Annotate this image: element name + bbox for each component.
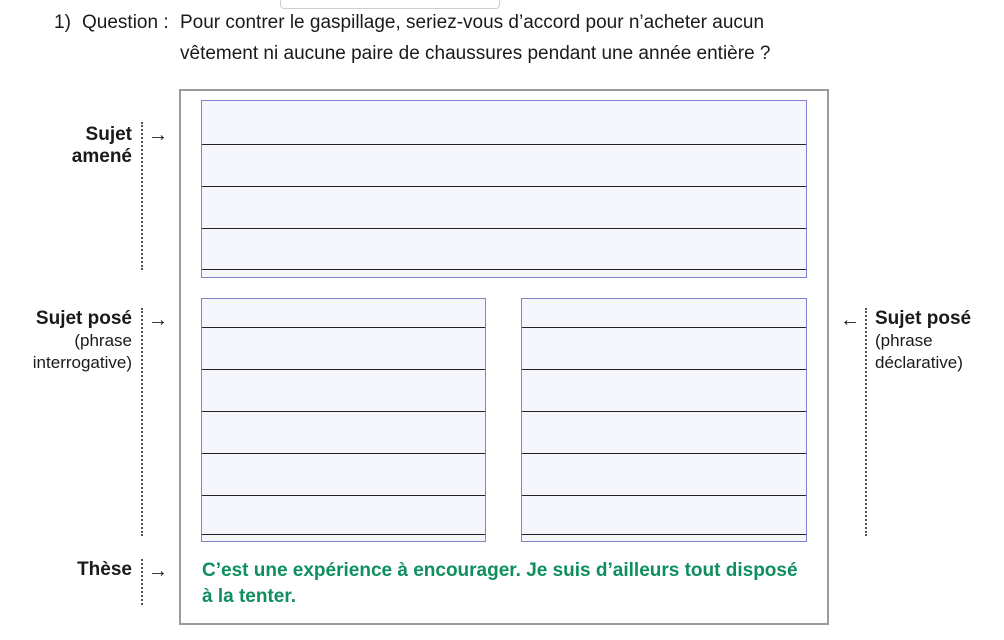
sujet-amene-writing-box[interactable]: [201, 100, 807, 278]
dotted-divider-these: [141, 559, 143, 605]
sujet-pose-right-title: Sujet posé: [875, 308, 972, 329]
question-number: 1): [54, 12, 71, 33]
writing-line: [202, 534, 485, 535]
top-tab-decoration: [280, 0, 500, 9]
writing-line: [202, 411, 485, 412]
question-text-line2: vêtement ni aucune paire de chaussures pendant une année entière ?: [180, 43, 771, 64]
these-label: Thèse: [77, 559, 132, 580]
writing-line: [522, 534, 806, 535]
arrow-right-icon: →: [148, 124, 168, 146]
question-label: Question :: [82, 12, 169, 33]
writing-line: [522, 369, 806, 370]
sujet-pose-left-sub2: interrogative): [32, 353, 132, 372]
arrow-left-icon: ←: [840, 309, 860, 331]
sujet-amene-line2: amené: [71, 146, 132, 167]
writing-line: [202, 369, 485, 370]
writing-line: [202, 186, 806, 187]
arrow-right-icon: →: [148, 560, 168, 582]
thesis-line2: à la tenter.: [202, 586, 296, 607]
question-text-line1: Pour contrer le gaspillage, seriez-vous d’accord pour n’acheter aucun: [180, 12, 765, 33]
writing-line: [522, 453, 806, 454]
writing-line: [202, 144, 806, 145]
sujet-pose-left-title: Sujet posé: [35, 308, 132, 329]
arrow-right-icon: →: [148, 309, 168, 331]
sujet-pose-right-sub1: (phrase: [875, 331, 933, 350]
writing-line: [202, 269, 806, 270]
writing-line: [202, 228, 806, 229]
writing-line: [202, 495, 485, 496]
writing-line: [522, 327, 806, 328]
sujet-pose-left-sub1: (phrase: [74, 331, 132, 350]
sujet-amene-label: [60, 124, 132, 168]
thesis-line1: C’est une expérience à encourager. Je suis d’ailleurs tout disposé: [202, 560, 798, 581]
writing-line: [202, 453, 485, 454]
dotted-divider-amene: [141, 122, 143, 270]
writing-line: [522, 495, 806, 496]
thesis-text: [202, 558, 822, 610]
sujet-pose-interrogative-writing-box[interactable]: [201, 298, 486, 542]
dotted-divider-pose-left: [141, 308, 143, 536]
sujet-pose-declarative-writing-box[interactable]: [521, 298, 807, 542]
sujet-amene-line1: Sujet: [85, 124, 132, 145]
dotted-divider-pose-right: [865, 308, 867, 536]
writing-line: [522, 411, 806, 412]
sujet-pose-left-label: [10, 308, 132, 374]
sujet-pose-right-label: [875, 308, 1000, 374]
writing-line: [202, 327, 485, 328]
sujet-pose-right-sub2: déclarative): [875, 353, 963, 372]
